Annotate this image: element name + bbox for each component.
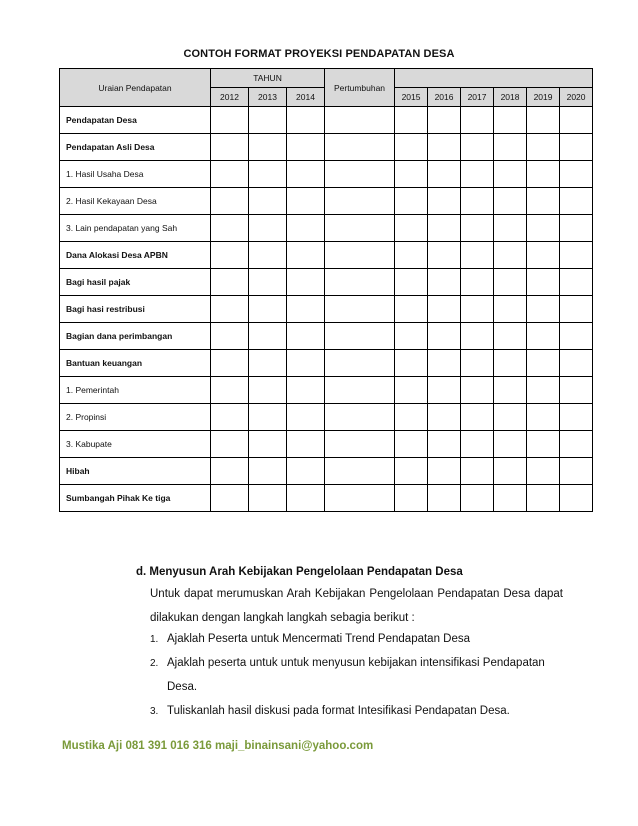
table-cell xyxy=(325,269,395,296)
year-header: 2017 xyxy=(461,88,494,107)
table-cell xyxy=(325,485,395,512)
table-row xyxy=(60,458,593,485)
row-label: 3. Kabupate xyxy=(60,431,211,458)
table-cell xyxy=(211,323,249,350)
table-cell xyxy=(461,161,494,188)
table-cell xyxy=(249,188,287,215)
table-row xyxy=(60,485,593,512)
table-cell xyxy=(560,296,593,323)
table-cell xyxy=(395,431,428,458)
table-cell xyxy=(325,215,395,242)
row-label: 1. Hasil Usaha Desa xyxy=(60,161,211,188)
table-cell xyxy=(287,296,325,323)
table-cell xyxy=(494,188,527,215)
table-cell xyxy=(527,215,560,242)
table-cell xyxy=(249,296,287,323)
table-cell xyxy=(249,269,287,296)
table-cell xyxy=(287,485,325,512)
table-cell xyxy=(325,134,395,161)
row-label: Pendapatan Asli Desa xyxy=(60,134,211,161)
table-cell xyxy=(395,242,428,269)
row-label: Hibah xyxy=(60,458,211,485)
table-cell xyxy=(461,350,494,377)
table-cell xyxy=(494,296,527,323)
table-cell xyxy=(461,188,494,215)
table-cell xyxy=(527,377,560,404)
table-cell xyxy=(560,188,593,215)
table-cell xyxy=(395,404,428,431)
table-cell xyxy=(325,296,395,323)
table-cell xyxy=(428,485,461,512)
table-cell xyxy=(211,188,249,215)
table-row xyxy=(60,377,593,404)
table-cell xyxy=(494,404,527,431)
table-cell xyxy=(428,431,461,458)
table-cell xyxy=(395,296,428,323)
table-cell xyxy=(494,458,527,485)
table-cell xyxy=(211,107,249,134)
table-cell xyxy=(494,377,527,404)
row-label: Sumbangah Pihak Ke tiga xyxy=(60,485,211,512)
table-cell xyxy=(527,431,560,458)
table-cell xyxy=(325,458,395,485)
table-cell xyxy=(249,431,287,458)
row-label: 1. Pemerintah xyxy=(60,377,211,404)
table-cell xyxy=(249,107,287,134)
table-cell xyxy=(428,296,461,323)
header-uraian: Uraian Pendapatan xyxy=(60,69,211,107)
table-cell xyxy=(287,161,325,188)
table-cell xyxy=(428,323,461,350)
table-cell xyxy=(527,161,560,188)
table-cell xyxy=(527,458,560,485)
year-header: 2018 xyxy=(494,88,527,107)
header-pertumbuhan: Pertumbuhan xyxy=(325,69,395,107)
table-cell xyxy=(560,134,593,161)
table-cell xyxy=(461,215,494,242)
table-cell xyxy=(249,404,287,431)
table-cell xyxy=(211,296,249,323)
table-cell xyxy=(494,323,527,350)
table-row xyxy=(60,431,593,458)
table-cell xyxy=(428,350,461,377)
table-cell xyxy=(325,404,395,431)
table-cell xyxy=(395,269,428,296)
table-cell xyxy=(494,242,527,269)
list-item-continuation: Desa. xyxy=(167,681,198,693)
table-cell xyxy=(395,350,428,377)
table-cell xyxy=(461,134,494,161)
table-cell xyxy=(527,404,560,431)
year-header: 2019 xyxy=(527,88,560,107)
table-cell xyxy=(461,458,494,485)
table-cell xyxy=(461,431,494,458)
table-row xyxy=(60,350,593,377)
table-cell xyxy=(249,161,287,188)
table-cell xyxy=(287,215,325,242)
table-row xyxy=(60,404,593,431)
table-cell xyxy=(560,377,593,404)
row-label: Bagi hasi restribusi xyxy=(60,296,211,323)
list-text: Tuliskanlah hasil diskusi pada format Intesifikasi Pendapatan Desa. xyxy=(167,705,510,717)
table-row xyxy=(60,107,593,134)
table-cell xyxy=(461,485,494,512)
table-cell xyxy=(249,215,287,242)
table-cell xyxy=(249,134,287,161)
list-number: 3. xyxy=(150,706,159,717)
table-cell xyxy=(494,431,527,458)
table-cell xyxy=(325,350,395,377)
table-cell xyxy=(325,377,395,404)
table-cell xyxy=(325,431,395,458)
table-cell xyxy=(211,431,249,458)
table-cell xyxy=(287,242,325,269)
table-cell xyxy=(211,377,249,404)
table-cell xyxy=(249,458,287,485)
row-label: Pendapatan Desa xyxy=(60,107,211,134)
table-cell xyxy=(527,242,560,269)
table-cell xyxy=(211,269,249,296)
table-cell xyxy=(395,215,428,242)
table-cell xyxy=(428,458,461,485)
row-label: Bagian dana perimbangan xyxy=(60,323,211,350)
table-cell xyxy=(287,107,325,134)
table-cell xyxy=(560,350,593,377)
intro-line-1: Untuk dapat merumuskan Arah Kebijakan Pengelolaan Pendapatan Desa dapat xyxy=(150,588,563,600)
table-cell xyxy=(287,323,325,350)
table-cell xyxy=(287,350,325,377)
row-label: 2. Hasil Kekayaan Desa xyxy=(60,188,211,215)
table-cell xyxy=(494,134,527,161)
list-text: Ajaklah peserta untuk untuk menyusun kebijakan intensifikasi Pendapatan xyxy=(167,657,545,669)
table-cell xyxy=(461,377,494,404)
header-tahun: TAHUN xyxy=(211,69,325,88)
table-cell xyxy=(428,215,461,242)
year-header: 2013 xyxy=(249,88,287,107)
table-cell xyxy=(560,404,593,431)
table-cell xyxy=(325,323,395,350)
list-item xyxy=(150,657,563,669)
table-row xyxy=(60,188,593,215)
list-item xyxy=(150,705,510,717)
header-blank xyxy=(395,69,593,88)
intro-line-2: dilakukan dengan langkah langkah sebagia berikut : xyxy=(150,612,415,624)
list-item xyxy=(150,633,470,645)
table-cell xyxy=(527,350,560,377)
table-cell xyxy=(560,458,593,485)
table-cell xyxy=(560,215,593,242)
table-cell xyxy=(428,242,461,269)
table-cell xyxy=(395,161,428,188)
table-cell xyxy=(287,404,325,431)
table-row xyxy=(60,242,593,269)
table-row xyxy=(60,161,593,188)
table-row xyxy=(60,215,593,242)
table-cell xyxy=(428,107,461,134)
table-cell xyxy=(560,161,593,188)
table-cell xyxy=(325,242,395,269)
table-cell xyxy=(428,188,461,215)
row-label: Bagi hasil pajak xyxy=(60,269,211,296)
row-label: 3. Lain pendapatan yang Sah xyxy=(60,215,211,242)
year-header: 2016 xyxy=(428,88,461,107)
section-heading: d. Menyusun Arah Kebijakan Pengelolaan Pendapatan Desa xyxy=(136,566,463,578)
table-cell xyxy=(211,242,249,269)
table-cell xyxy=(211,134,249,161)
table-cell xyxy=(461,242,494,269)
table-cell xyxy=(211,161,249,188)
year-header: 2015 xyxy=(395,88,428,107)
footer-contact: Mustika Aji 081 391 016 316 maji_binainsani@yahoo.com xyxy=(62,740,374,752)
table-cell xyxy=(461,107,494,134)
table-cell xyxy=(527,134,560,161)
table-cell xyxy=(461,296,494,323)
table-cell xyxy=(428,377,461,404)
table-cell xyxy=(560,431,593,458)
table-cell xyxy=(494,269,527,296)
table-cell xyxy=(395,188,428,215)
table-cell xyxy=(527,485,560,512)
table-cell xyxy=(325,188,395,215)
list-number: 1. xyxy=(150,634,159,645)
table-cell xyxy=(494,107,527,134)
projection-table xyxy=(59,68,593,512)
list-text: Ajaklah Peserta untuk Mencermati Trend Pendapatan Desa xyxy=(167,633,471,645)
table-cell xyxy=(428,404,461,431)
table-cell xyxy=(461,323,494,350)
table-cell xyxy=(287,431,325,458)
table-row xyxy=(60,134,593,161)
table-cell xyxy=(211,215,249,242)
table-cell xyxy=(287,269,325,296)
table-cell xyxy=(395,377,428,404)
table-cell xyxy=(249,485,287,512)
table-cell xyxy=(211,458,249,485)
table-cell xyxy=(211,404,249,431)
list-number: 2. xyxy=(150,658,159,669)
table-cell xyxy=(527,188,560,215)
table-cell xyxy=(428,134,461,161)
table-row xyxy=(60,269,593,296)
table-cell xyxy=(287,377,325,404)
year-header: 2012 xyxy=(211,88,249,107)
table-cell xyxy=(249,350,287,377)
table-cell xyxy=(527,323,560,350)
year-header: 2014 xyxy=(287,88,325,107)
table-row xyxy=(60,323,593,350)
table-cell xyxy=(211,485,249,512)
table-cell xyxy=(560,242,593,269)
table-cell xyxy=(325,161,395,188)
table-cell xyxy=(560,323,593,350)
table-cell xyxy=(395,134,428,161)
row-label: Dana Alokasi Desa APBN xyxy=(60,242,211,269)
table-cell xyxy=(461,269,494,296)
document-title: CONTOH FORMAT PROYEKSI PENDAPATAN DESA xyxy=(183,48,455,60)
table-cell xyxy=(560,269,593,296)
table-cell xyxy=(249,377,287,404)
table-cell xyxy=(494,215,527,242)
table-cell xyxy=(560,107,593,134)
year-header: 2020 xyxy=(560,88,593,107)
table-cell xyxy=(494,161,527,188)
row-label: Bantuan keuangan xyxy=(60,350,211,377)
table-cell xyxy=(494,485,527,512)
table-cell xyxy=(560,485,593,512)
table-cell xyxy=(395,485,428,512)
table-cell xyxy=(249,323,287,350)
table-row xyxy=(60,296,593,323)
table-cell xyxy=(287,134,325,161)
table-cell xyxy=(395,107,428,134)
table-cell xyxy=(249,242,287,269)
table-cell xyxy=(395,323,428,350)
table-cell xyxy=(211,350,249,377)
table-cell xyxy=(527,269,560,296)
table-cell xyxy=(287,188,325,215)
table-cell xyxy=(428,161,461,188)
table-cell xyxy=(494,350,527,377)
row-label: 2. Propinsi xyxy=(60,404,211,431)
table-cell xyxy=(325,107,395,134)
table-cell xyxy=(527,296,560,323)
table-cell xyxy=(287,458,325,485)
table-cell xyxy=(395,458,428,485)
table-cell xyxy=(461,404,494,431)
table-cell xyxy=(428,269,461,296)
table-cell xyxy=(527,107,560,134)
